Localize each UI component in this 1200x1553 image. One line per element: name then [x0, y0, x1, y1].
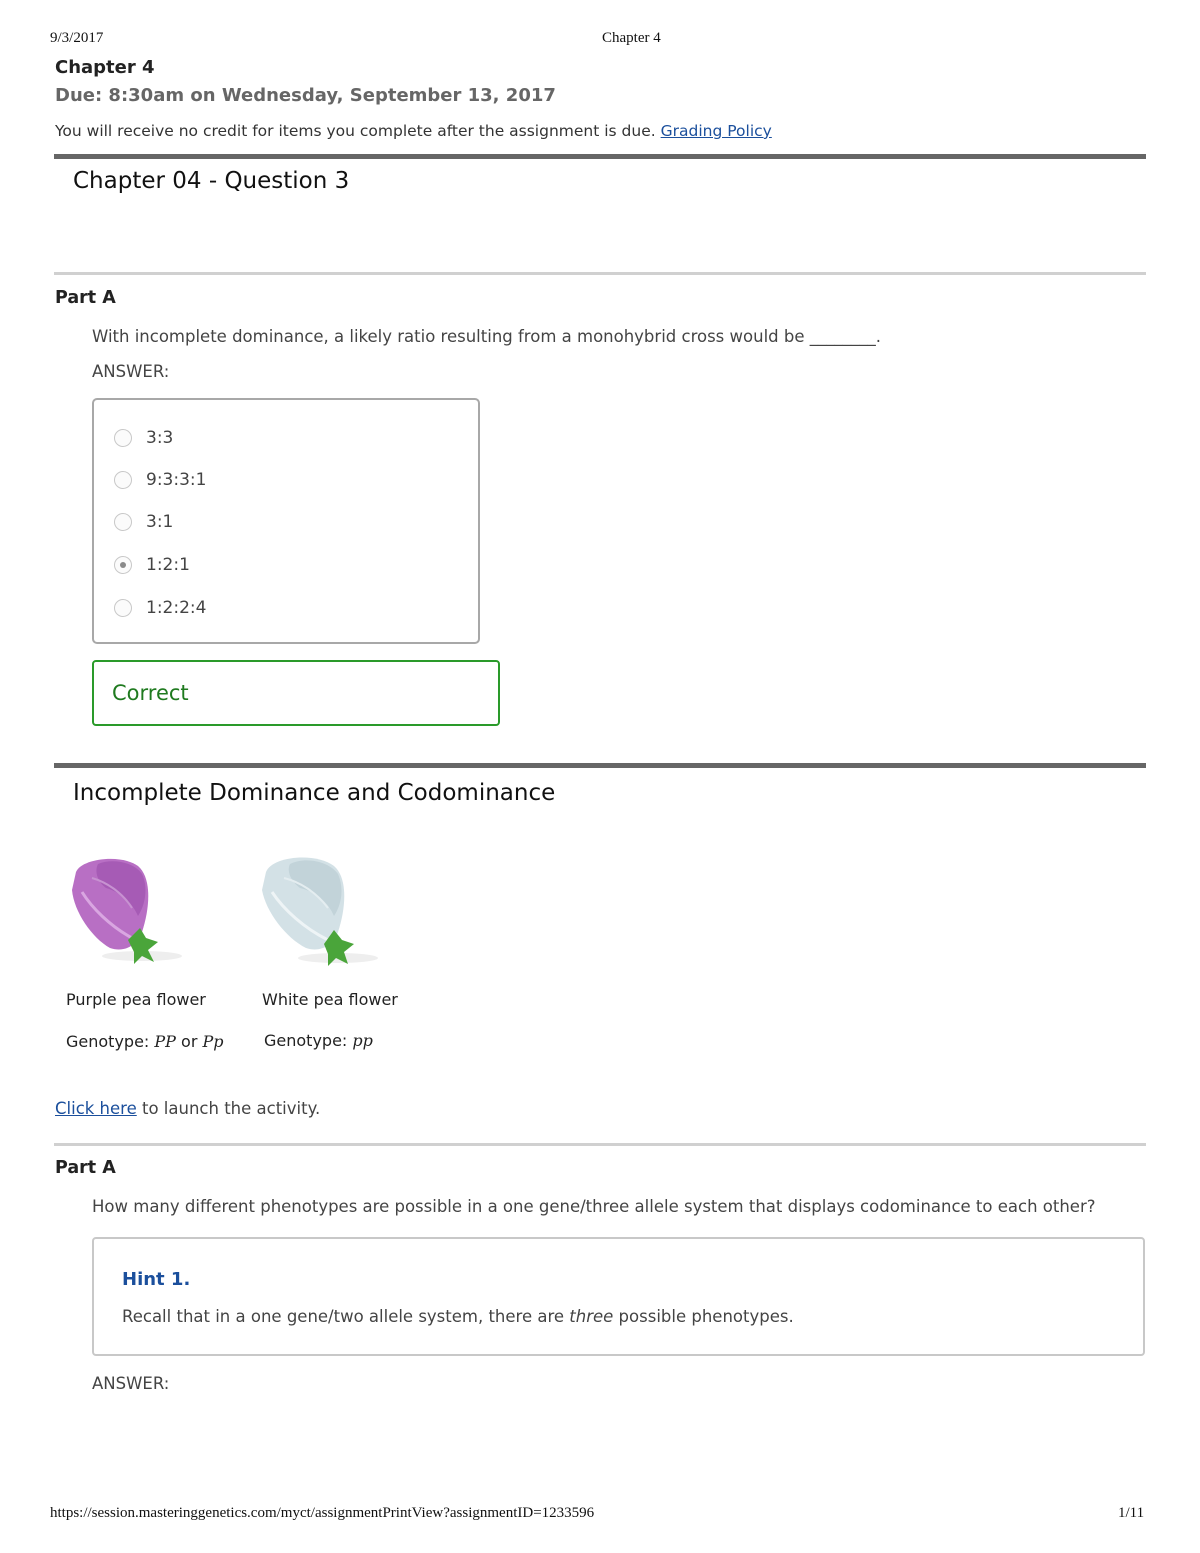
- purple-flower-image: [62, 852, 192, 972]
- option-label: 1:2:2:4: [146, 598, 207, 618]
- question-prompt: With incomplete dominance, a likely ratio resulting from a monohybrid cross would be ________.: [92, 327, 881, 346]
- genotype-value: PP: [154, 1032, 176, 1051]
- genotype-or: or: [181, 1032, 198, 1051]
- part-a-label: Part A: [55, 1158, 116, 1178]
- answer-label: ANSWER:: [92, 1374, 170, 1393]
- radio-button[interactable]: [114, 513, 132, 531]
- feedback-box: [92, 660, 500, 726]
- part-divider: [54, 272, 1146, 275]
- radio-button[interactable]: [114, 429, 132, 447]
- hint-box: [92, 1237, 1145, 1356]
- genotype-value: Pp: [202, 1032, 224, 1051]
- white-flower-image: [256, 852, 386, 972]
- print-date: 9/3/2017: [50, 30, 104, 46]
- genotype-label: Genotype:: [66, 1032, 150, 1051]
- radio-button-selected[interactable]: [114, 556, 132, 574]
- option-1-2-2-4[interactable]: [114, 596, 206, 620]
- option-3-1[interactable]: [114, 510, 173, 534]
- section-divider: [54, 763, 1146, 768]
- white-flower-label: White pea flower: [262, 990, 398, 1009]
- hint-title[interactable]: Hint 1.: [122, 1269, 191, 1290]
- question-title: Chapter 04 - Question 3: [73, 168, 350, 194]
- option-label: 3:1: [146, 512, 174, 532]
- print-url: https://session.masteringgenetics.com/myct/assignmentPrintView?assignmentID=1233596: [50, 1505, 595, 1521]
- hint-text-emphasis: three: [569, 1307, 614, 1326]
- late-notice-text: You will receive no credit for items you complete after the assignment is due.: [55, 122, 656, 140]
- due-date: Due: 8:30am on Wednesday, September 13, 2017: [55, 85, 556, 106]
- activity-line: [55, 1099, 320, 1118]
- part-divider: [54, 1143, 1146, 1146]
- purple-flower-genotype: [66, 1032, 224, 1051]
- option-9-3-3-1[interactable]: [114, 468, 206, 492]
- option-label: 1:2:1: [146, 555, 190, 575]
- option-label: 3:3: [146, 428, 174, 448]
- genotype-label: Genotype:: [264, 1031, 348, 1050]
- answer-label: ANSWER:: [92, 362, 170, 381]
- page-number: 1/11: [1118, 1505, 1145, 1521]
- late-notice: [55, 122, 772, 140]
- purple-flower-label: Purple pea flower: [66, 990, 206, 1009]
- part-a-label: Part A: [55, 288, 116, 308]
- section-title: Incomplete Dominance and Codominance: [73, 780, 556, 806]
- option-label: 9:3:3:1: [146, 470, 207, 490]
- grading-policy-link[interactable]: Grading Policy: [660, 122, 772, 140]
- activity-text: to launch the activity.: [136, 1099, 321, 1118]
- click-here-link[interactable]: Click here: [55, 1099, 137, 1118]
- section-divider: [54, 154, 1146, 159]
- option-3-3[interactable]: [114, 426, 173, 450]
- genotype-value: pp: [352, 1031, 373, 1050]
- radio-button[interactable]: [114, 471, 132, 489]
- assignment-title: Chapter 4: [55, 57, 155, 78]
- hint-text-start: Recall that in a one gene/two allele system, there are: [122, 1307, 570, 1326]
- question-prompt: How many different phenotypes are possible in a one gene/three allele system that displays codominance to each other?: [92, 1197, 1096, 1216]
- white-flower-genotype: [264, 1031, 373, 1050]
- answer-options-box: [92, 398, 480, 644]
- option-1-2-1[interactable]: [114, 553, 190, 577]
- hint-text-end: possible phenotypes.: [613, 1307, 794, 1326]
- hint-text: [122, 1307, 794, 1326]
- print-title: Chapter 4: [602, 30, 661, 46]
- feedback-correct: Correct: [112, 681, 189, 705]
- radio-button[interactable]: [114, 599, 132, 617]
